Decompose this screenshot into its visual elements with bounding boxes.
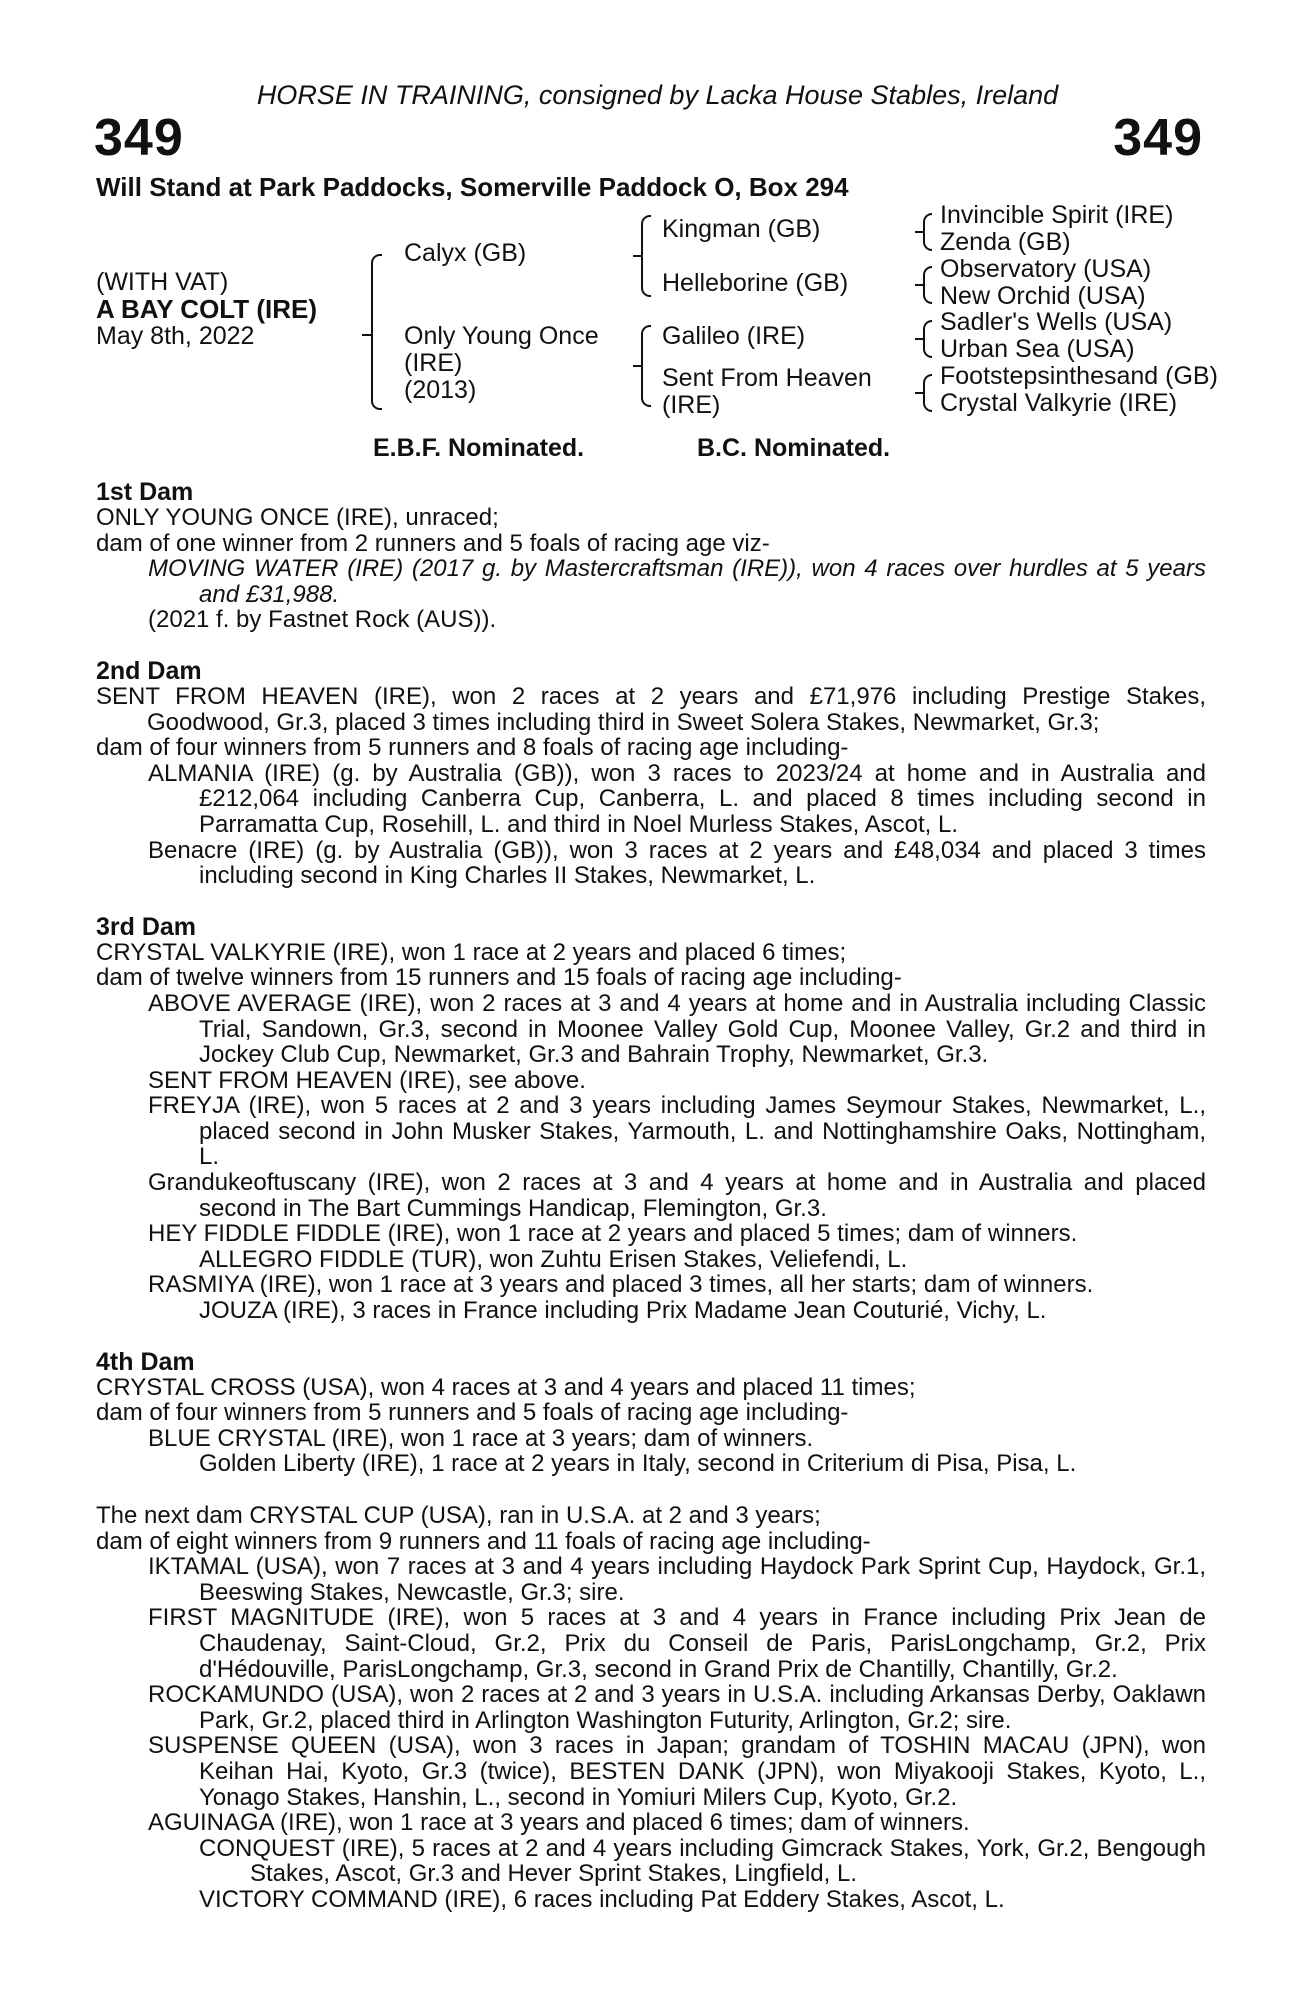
dam-sire-dam: Urban Sea (USA) xyxy=(940,335,1135,363)
produce-entry: HEY FIDDLE FIDDLE (IRE), won 1 race at 2 years and placed 5 times; dam of winners. xyxy=(148,1220,1078,1248)
dam-sire-sire: Sadler's Wells (USA) xyxy=(940,308,1173,336)
gen3-brace-3-tip xyxy=(915,338,923,340)
section-title: 1st Dam xyxy=(96,478,194,506)
sire-dam-dam: New Orchid (USA) xyxy=(940,282,1146,310)
pedigree-brace-tip xyxy=(362,334,371,336)
gen3-brace-3-lower xyxy=(923,338,932,358)
dam-brace-upper xyxy=(641,325,651,367)
vat-note: (WITH VAT) xyxy=(96,268,229,296)
produce-entry: JOUZA (IRE), 3 races in France including Prix Madame Jean Couturié, Vichy, L. xyxy=(199,1297,1047,1325)
produce-entry: Golden Liberty (IRE), 1 race at 2 years in Italy, second in Criterium di Pisa, Pisa, L. xyxy=(199,1450,1077,1478)
dam-entry: ONLY YOUNG ONCE (IRE), unraced; xyxy=(96,504,499,531)
dam-sire: Galileo (IRE) xyxy=(662,322,806,350)
sire-dam: Helleborine (GB) xyxy=(662,269,849,297)
gen3-brace-1-upper xyxy=(923,213,932,233)
sire-sire: Kingman (GB) xyxy=(662,215,821,243)
bc-nomination: B.C. Nominated. xyxy=(697,434,891,462)
sire-dam-sire: Observatory (USA) xyxy=(940,255,1152,283)
produce-entry: CONQUEST (IRE), 5 races at 2 and 4 years including Gimcrack Stakes, York, Gr.2, Bengough Stakes, Ascot, Gr.3 and Hever Sprint Stakes, Lingfield, L. xyxy=(199,1834,1206,1888)
section-title: 4th Dam xyxy=(96,1347,195,1376)
second-dam-section xyxy=(96,656,1206,890)
produce-summary: dam of four winners from 5 runners and 8 foals of racing age including- xyxy=(96,734,849,762)
third-dam-section xyxy=(96,912,1206,1325)
pedigree-brace-upper xyxy=(371,254,382,336)
produce-summary: dam of twelve winners from 15 runners and 15 foals of racing age including- xyxy=(96,964,902,992)
lot-number-left: 349 xyxy=(94,109,184,167)
gen3-brace-3-upper xyxy=(923,320,932,340)
ebf-nomination: E.B.F. Nominated. xyxy=(373,434,585,462)
produce-entry: SUSPENSE QUEEN (USA), won 3 races in Japan; grandam of TOSHIN MACAU (JPN), won Keihan Hai, Kyoto, Gr.3 (twice), BESTEN DANK (JPN), won Miyakooji Stakes, Kyoto, L., Yonago Stakes, Hanshin, L., second in Yomiuri Milers Cup, Kyoto, Gr.2. xyxy=(148,1732,1206,1811)
sire-sire-sire: Invincible Spirit (IRE) xyxy=(940,201,1174,229)
dam-entry: The next dam CRYSTAL CUP (USA), ran in U.S.A. at 2 and 3 years; xyxy=(96,1502,821,1529)
sire-brace-upper xyxy=(641,215,651,257)
produce-entry: RASMIYA (IRE), won 1 race at 3 years and placed 3 times, all her starts; dam of winners. xyxy=(148,1271,1094,1299)
fourth-dam-section xyxy=(96,1347,1206,1478)
stand-location: Will Stand at Park Paddocks, Somerville Paddock O, Box 294 xyxy=(96,172,849,202)
gen3-brace-4-upper xyxy=(923,374,932,394)
produce-entry: ABOVE AVERAGE (IRE), won 2 races at 3 and 4 years at home and in Australia including Classic Trial, Sandown, Gr.3, second in Moonee Valley Gold Cup, Moonee Valley, Gr.2 and third in Jockey Club Cup, Newmarket, Gr.3 and Bahrain Trophy, Newmarket, Gr.3. xyxy=(148,989,1206,1069)
sire: Calyx (GB) xyxy=(404,239,527,267)
section-title: 2nd Dam xyxy=(96,656,202,685)
dam-dam-sire: Footstepsinthesand (GB) xyxy=(940,362,1218,390)
produce-entry: ROCKAMUNDO (USA), won 2 races at 2 and 3 years in U.S.A. including Arkansas Derby, Oaklawn Park, Gr.2, placed third in Arlington Washington Futurity, Arlington, Gr.2; sire. xyxy=(148,1681,1206,1734)
produce-entry: FIRST MAGNITUDE (IRE), won 5 races at 3 and 4 years in France including Prix Jean de Chaudenay, Saint-Cloud, Gr.2, Prix du Conseil de Paris, ParisLongchamp, Gr.2, Prix d'Hédouville, ParisLongchamp, Gr.3, second in Grand Prix de Chantilly, Chantilly, Gr.2. xyxy=(148,1604,1206,1683)
dam-line-1: Only Young Once xyxy=(404,322,599,350)
gen3-brace-4-tip xyxy=(915,392,923,394)
horse-name: A BAY COLT (IRE) xyxy=(96,294,318,324)
dam-line-2: (IRE) xyxy=(404,349,463,377)
dam-entry: SENT FROM HEAVEN (IRE), won 2 races at 2 years and £71,976 including Prestige Stakes, Goodwood, Gr.3, placed 3 times including third in Sweet Solera Stakes, Newmarket, Gr.3; xyxy=(96,682,1206,736)
produce-summary: dam of eight winners from 9 runners and 11 foals of racing age including- xyxy=(96,1527,871,1555)
produce-entry: FREYJA (IRE), won 5 races at 2 and 3 years including James Seymour Stakes, Newmarket, L., placed second in John Musker Stakes, Yarmouth, L. and Nottinghamshire Oaks, Nottingham, L. xyxy=(148,1092,1206,1171)
gen3-brace-2-upper xyxy=(923,266,932,286)
produce-entry: SENT FROM HEAVEN (IRE), see above. xyxy=(148,1066,586,1094)
produce-summary: dam of one winner from 2 runners and 5 foals of racing age viz- xyxy=(96,529,770,557)
sire-brace-lower xyxy=(641,255,651,297)
produce-entry: BLUE CRYSTAL (IRE), won 1 race at 3 years; dam of winners. xyxy=(148,1424,814,1452)
produce-entry: IKTAMAL (USA), won 7 races at 3 and 4 years including Haydock Park Sprint Cup, Haydock, Gr.1, Beeswing Stakes, Newcastle, Gr.3; sire. xyxy=(148,1553,1206,1606)
catalogue-body xyxy=(96,480,1206,1939)
dam-line-3: (2013) xyxy=(404,376,477,404)
page-header-title: HORSE IN TRAINING, consigned by Lacka House Stables, Ireland xyxy=(256,80,1059,110)
produce-entry: VICTORY COMMAND (IRE), 6 races including Pat Eddery Stakes, Ascot, L. xyxy=(199,1885,1005,1913)
dam-dam-line-1: Sent From Heaven xyxy=(662,364,872,392)
dam-dam-dam: Crystal Valkyrie (IRE) xyxy=(940,389,1178,417)
section-title: 3rd Dam xyxy=(96,912,197,941)
dam-entry: CRYSTAL VALKYRIE (IRE), won 1 race at 2 years and placed 6 times; xyxy=(96,938,847,966)
pedigree-brace-lower xyxy=(371,334,382,410)
gen3-brace-4-lower xyxy=(923,392,932,412)
gen3-brace-2-lower xyxy=(923,284,932,304)
produce-entry: ALLEGRO FIDDLE (TUR), won Zuhtu Erisen Stakes, Veliefendi, L. xyxy=(199,1245,908,1273)
lot-number-right: 349 xyxy=(1113,109,1203,167)
gen3-brace-1-tip xyxy=(915,231,923,233)
produce-entry: (2021 f. by Fastnet Rock (AUS)). xyxy=(148,606,497,634)
dam-dam-line-2: (IRE) xyxy=(662,391,721,419)
dam-brace-lower xyxy=(641,365,651,407)
produce-entry: MOVING WATER (IRE) (2017 g. by Mastercraftsman (IRE)), won 4 races over hurdles at 5 years and £31,988. xyxy=(148,555,1206,608)
gen3-brace-2-tip xyxy=(915,284,923,286)
produce-entry: AGUINAGA (IRE), won 1 race at 3 years and placed 6 times; dam of winners. xyxy=(148,1809,970,1837)
sire-sire-dam: Zenda (GB) xyxy=(940,228,1071,256)
gen3-brace-1-lower xyxy=(923,231,932,251)
produce-entry: ALMANIA (IRE) (g. by Australia (GB)), won 3 races to 2023/24 at home and in Australia and £212,064 including Canberra Cup, Canberra, L. and placed 8 times including second in Parramatta Cup, Rosehill, L. and third in Noel Murless Stakes, Ascot, L. xyxy=(148,759,1206,838)
horse-dob: May 8th, 2022 xyxy=(96,322,255,350)
produce-entry: Benacre (IRE) (g. by Australia (GB)), won 3 races at 2 years and £48,034 and placed 3 times including second in King Charles II Stakes, Newmarket, L. xyxy=(148,836,1206,890)
first-dam-section xyxy=(96,480,1206,633)
dam-entry: CRYSTAL CROSS (USA), won 4 races at 3 and 4 years and placed 11 times; xyxy=(96,1373,916,1401)
produce-entry: Grandukeoftuscany (IRE), won 2 races at 3 and 4 years at home and in Australia and placed second in The Bart Cummings Handicap, Flemington, Gr.3. xyxy=(148,1169,1206,1222)
produce-summary: dam of four winners from 5 runners and 5 foals of racing age including- xyxy=(96,1399,849,1427)
next-dam-section xyxy=(96,1503,1206,1913)
